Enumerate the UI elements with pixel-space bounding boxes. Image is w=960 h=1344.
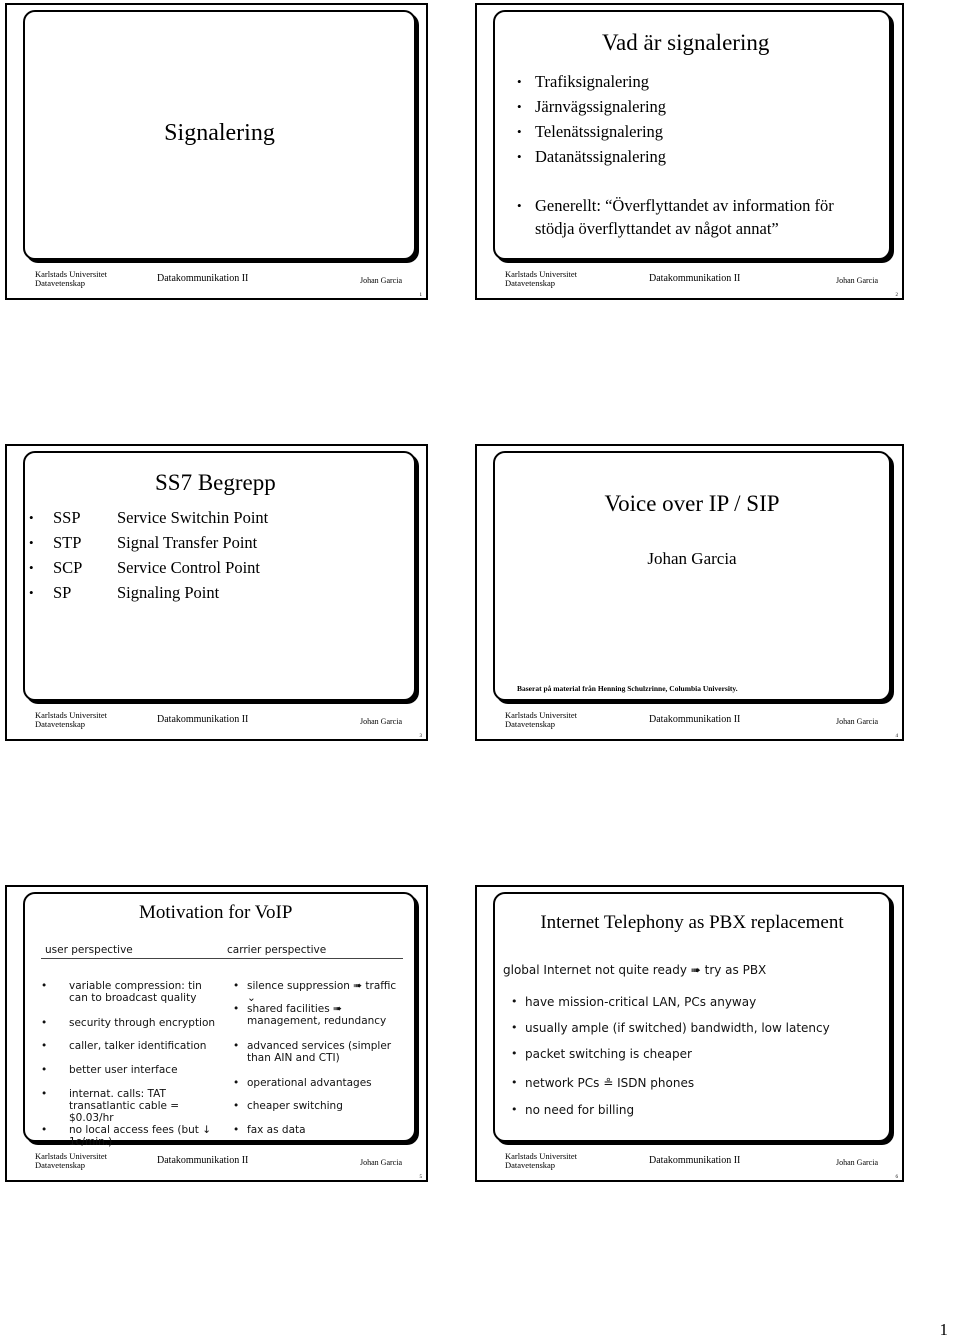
footer-course: Datakommunikation II bbox=[157, 714, 249, 725]
slide-5-card bbox=[23, 892, 416, 1148]
pbx-item: • usually ample (if switched) bandwidth, low latency bbox=[511, 1021, 830, 1035]
slide-6-card bbox=[493, 892, 891, 1142]
slide-1 bbox=[5, 3, 428, 300]
carrier-item: • operational advantages bbox=[233, 1077, 372, 1089]
user-item: • caller, talker identification bbox=[41, 1040, 207, 1052]
footer-author: Johan Garcia bbox=[836, 276, 878, 285]
footer-course: Datakommunikation II bbox=[649, 714, 741, 725]
slide-3-footer bbox=[7, 707, 426, 739]
slide-number: 5 bbox=[419, 1175, 422, 1180]
slide-2-general bbox=[517, 194, 847, 240]
slide-number: 4 bbox=[895, 734, 898, 739]
col-header-user: user perspective bbox=[45, 944, 133, 956]
ss7-abbr: STP bbox=[53, 533, 82, 552]
pbx-item: • network PCs ≗ ISDN phones bbox=[511, 1076, 695, 1090]
slide-2-title: Vad är signalering bbox=[602, 30, 770, 55]
slide-1-card bbox=[23, 10, 416, 260]
carrier-item: • shared facilities ➠ management, redundancy bbox=[233, 1003, 387, 1027]
slide-5-title: Motivation for VoIP bbox=[139, 902, 293, 923]
footer-author: Johan Garcia bbox=[836, 717, 878, 726]
list-item: • Generellt: “Överflyttandet av information för stödja överflyttandet av något annat” bbox=[517, 194, 847, 240]
ss7-desc: Signaling Point bbox=[117, 583, 220, 602]
slide-3 bbox=[5, 444, 428, 741]
ss7-abbr: SP bbox=[53, 583, 72, 602]
footer-course: Datakommunikation II bbox=[649, 273, 741, 284]
slide-2-footer bbox=[477, 266, 902, 298]
user-item: • better user interface bbox=[41, 1064, 178, 1076]
footer-university: Karlstads Universitet Datavetenskap bbox=[505, 269, 577, 288]
header-rule bbox=[41, 958, 403, 959]
slide-5-footer bbox=[7, 1148, 426, 1180]
footer-course: Datakommunikation II bbox=[649, 1155, 741, 1166]
footer-course: Datakommunikation II bbox=[157, 273, 249, 284]
carrier-item: • fax as data bbox=[233, 1124, 306, 1136]
bullet-icon: • bbox=[29, 585, 34, 600]
carrier-item: • silence suppression ➠ traffic ⌄ bbox=[233, 980, 397, 1004]
ss7-abbr: SSP bbox=[53, 508, 81, 527]
user-item: • internat. calls: TAT transatlantic cable = $0.03/hr bbox=[41, 1088, 180, 1124]
pbx-item: • have mission-critical LAN, PCs anyway bbox=[511, 995, 757, 1009]
footer-author: Johan Garcia bbox=[836, 1158, 878, 1167]
slide-2 bbox=[475, 3, 904, 300]
user-item: • security through encryption bbox=[41, 1017, 216, 1029]
slide-4 bbox=[475, 444, 904, 741]
slide-number: 1 bbox=[419, 293, 422, 298]
slide-4-footer bbox=[477, 707, 902, 739]
footer-author: Johan Garcia bbox=[360, 276, 402, 285]
slide-3-title: SS7 Begrepp bbox=[155, 470, 276, 495]
ss7-desc: Signal Transfer Point bbox=[117, 533, 258, 552]
slide-2-list bbox=[517, 69, 666, 169]
slide-1-footer bbox=[7, 266, 426, 298]
footer-university: Karlstads Universitet Datavetenskap bbox=[505, 1151, 577, 1170]
footer-university: Karlstads Universitet Datavetenskap bbox=[505, 710, 577, 729]
pbx-item: • no need for billing bbox=[511, 1103, 635, 1117]
pbx-item: • packet switching is cheaper bbox=[511, 1047, 692, 1061]
footer-course: Datakommunikation II bbox=[157, 1155, 249, 1166]
carrier-item: • cheaper switching bbox=[233, 1100, 343, 1112]
list-item: • Järnvägssignalering bbox=[517, 94, 666, 119]
footer-author: Johan Garcia bbox=[360, 717, 402, 726]
ss7-abbr: SCP bbox=[53, 558, 83, 577]
list-item: • Datanätssignalering bbox=[517, 144, 666, 169]
bullet-icon: • bbox=[29, 535, 34, 550]
pbx-lead: global Internet not quite ready ➠ try as PBX bbox=[503, 963, 767, 977]
page-number: 1 bbox=[939, 1320, 948, 1339]
slide-2-card bbox=[493, 10, 891, 260]
footer-university: Karlstads Universitet Datavetenskap bbox=[35, 710, 107, 729]
footer-university: Karlstads Universitet Datavetenskap bbox=[35, 1151, 107, 1170]
ss7-desc: Service Control Point bbox=[117, 558, 260, 577]
slide-4-author: Johan Garcia bbox=[647, 549, 737, 568]
slide-4-card bbox=[493, 451, 891, 701]
footer-author: Johan Garcia bbox=[360, 1158, 402, 1167]
slide-number: 2 bbox=[895, 293, 898, 298]
slide-1-title: Signalering bbox=[164, 120, 275, 146]
slide-number: 3 bbox=[419, 734, 422, 739]
list-item: • Trafiksignalering bbox=[517, 69, 666, 94]
ss7-desc: Service Switchin Point bbox=[117, 508, 269, 527]
slide-5 bbox=[5, 885, 428, 1182]
slide-4-title: Voice over IP / SIP bbox=[604, 491, 780, 516]
bullet-icon: • bbox=[29, 510, 34, 525]
col-header-carrier: carrier perspective bbox=[227, 944, 327, 956]
slide-number: 6 bbox=[895, 1175, 898, 1180]
user-item: • no local access fees (but ↓ 1c/min.) bbox=[41, 1124, 212, 1148]
footer-university: Karlstads Universitet Datavetenskap bbox=[35, 269, 107, 288]
slide-6 bbox=[475, 885, 904, 1182]
user-item: • variable compression: tin can to broadcast quality bbox=[41, 980, 202, 1004]
list-item: • Telenätssignalering bbox=[517, 119, 666, 144]
carrier-item: • advanced services (simpler than AIN and CTI) bbox=[233, 1040, 392, 1064]
slide-6-footer bbox=[477, 1148, 902, 1180]
bullet-icon: • bbox=[29, 560, 34, 575]
slide-4-source: Baserat på material från Henning Schulzrinne, Columbia University. bbox=[517, 684, 738, 693]
slide-6-title: Internet Telephony as PBX replacement bbox=[540, 912, 844, 933]
